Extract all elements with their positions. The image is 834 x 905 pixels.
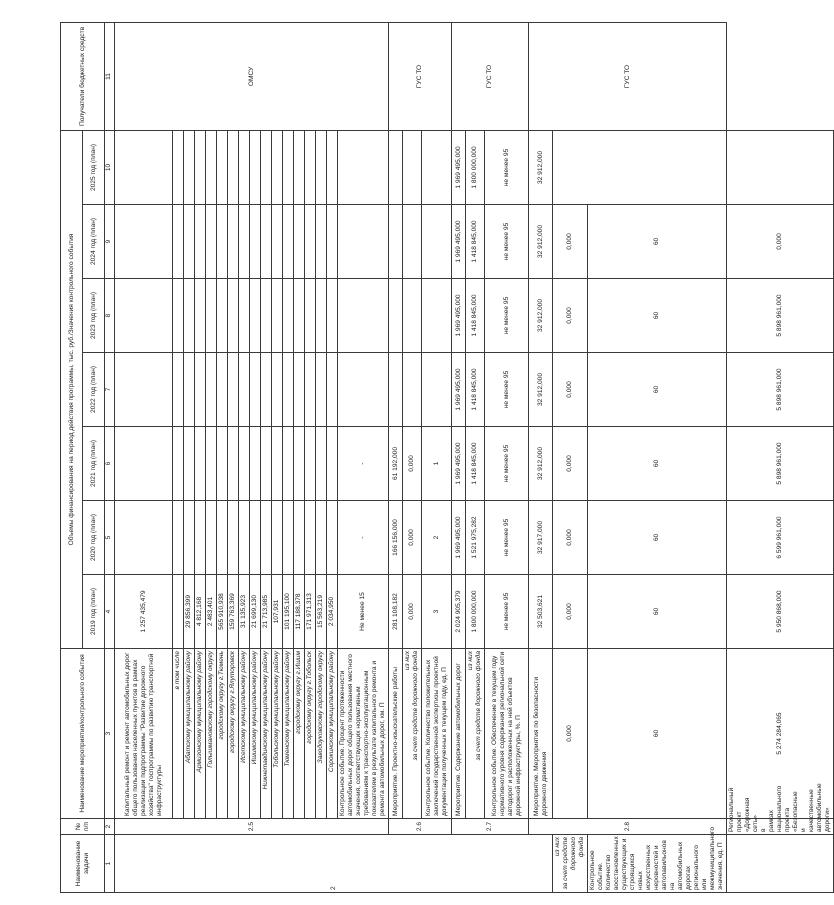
control-event-2-7: Контрольное событие. Обеспечение в текущем году нормативного уровня содержания региональной сети автодорог и расположенных на ней объектов дорожной инфраструктуры, %. П: [485, 649, 529, 819]
fund-2-7: 1 521 975,282: [466, 501, 485, 575]
road-fund-label: за счет средств дорожного фонда: [412, 651, 419, 761]
value-2-7: 1 969 495,000: [452, 205, 466, 279]
ce-2-7: не менее 95: [485, 575, 529, 649]
col-number: 9: [105, 205, 115, 279]
ce-2-6: 1: [422, 427, 452, 501]
value-2-8: 32 912,000: [529, 427, 553, 501]
control-event-2-6: Контрольное событие. Количество положительных заключений государственной экспертизы проектной документации полученных в текущем году, ед. П: [422, 649, 452, 819]
rp-value: 5 898 961,000: [727, 353, 834, 427]
district-name: Голышмановскому городскому округу: [206, 649, 217, 819]
row-num-2-5: 2.5: [115, 819, 389, 835]
district-value: 2 034,950: [327, 575, 338, 649]
event-2-6-name: Мероприятие. Проектно-изыскательские работы: [389, 649, 403, 819]
of-them-label: из них: [554, 837, 561, 857]
fund-2-7: 1 800 000,000: [466, 130, 485, 204]
district-name: Ишимскому муниципальному району: [250, 649, 261, 819]
rp-value: 6 599 961,000: [727, 501, 834, 575]
header-year-2023: 2023 год (план): [83, 279, 105, 353]
fund-2-8: 0,000: [553, 501, 588, 575]
header-task-name: Наименование задачи: [61, 835, 105, 893]
col-number: 2: [105, 819, 115, 835]
value-2-7: 1 969 495,000: [452, 353, 466, 427]
col-number: 1: [105, 835, 115, 893]
ce-2-6: 3: [422, 575, 452, 649]
value-2-6: 166 156,000: [389, 501, 403, 575]
district-value: 2 483,401: [206, 575, 217, 649]
district-name: городскому округу г.Ялуторовск: [228, 649, 239, 819]
ce-2-8: 60: [588, 501, 727, 575]
task-cell: 2: [115, 835, 553, 893]
rp-value: 5 898 961,000: [727, 427, 834, 501]
header-year-2020: 2020 год (план): [83, 501, 105, 575]
col-number: 7: [105, 353, 115, 427]
value-2-7: 1 969 495,000: [452, 279, 466, 353]
fund-2-6: 0,000: [403, 501, 422, 575]
fund-2-7: 1 418 845,000: [466, 279, 485, 353]
rp-value: 5 274 284,065: [727, 649, 834, 819]
col-number: 5: [105, 501, 115, 575]
header-year-2021: 2021 год (план): [83, 427, 105, 501]
header-year-2022: 2022 год (план): [83, 353, 105, 427]
fund-2-8: 0,000: [553, 427, 588, 501]
district-value: 21 713,985: [261, 575, 272, 649]
rp-value: 0,000: [727, 205, 834, 279]
row-num-2-8: 2.8: [529, 819, 727, 835]
district-name: Абатскому муниципальному району: [184, 649, 195, 819]
col-number: 4: [105, 575, 115, 649]
regional-project-name: Региональный проект «Дорожная сеть» в рамках национального проекта «Безопасные и качественные автомобильные дороги»: [727, 819, 834, 835]
header-recipients: Получатели бюджетных средств: [61, 22, 105, 130]
event-2-7-name: Мероприятие. Содержание автомобильных дорог: [452, 649, 466, 819]
ce-2-8: 60: [588, 353, 727, 427]
fund-2-6: 0,000: [403, 575, 422, 649]
fund-2-8: 0,000: [553, 649, 588, 819]
of-them-label: из них: [404, 651, 411, 671]
road-fund-label: за счет средств дорожного фонда: [562, 837, 585, 890]
recipient-omsu: ОМСУ: [115, 22, 389, 130]
district-name: городскому округу г.Тюмень: [217, 649, 228, 819]
value-2-7: 1 969 495,000: [452, 501, 466, 575]
district-name: Тобольскому муниципальному району: [272, 649, 283, 819]
rp-value: 5 950 868,000: [727, 575, 834, 649]
value-2-8: 32 912,000: [529, 279, 553, 353]
ce-2-7: не менее 95: [485, 130, 529, 204]
row-num-2-7: 2.7: [452, 819, 529, 835]
fund-2-8: 0,000: [553, 353, 588, 427]
value-2-8: 32 912,000: [529, 130, 553, 204]
value-2-6: 61 192,000: [389, 427, 403, 501]
district-value: 21 699,130: [250, 575, 261, 649]
fund-2-7: 1 418 845,000: [466, 205, 485, 279]
fund-2-7: 1 800 000,000: [466, 575, 485, 649]
event-2-8-name: Мероприятие. Мероприятия по безопасности дорожного движения: [529, 649, 553, 819]
header-financing: Объемы финансирования на период действия программы, тыс. руб./Значения контрольного события: [61, 130, 83, 648]
rp-value: 5 898 961,000: [727, 279, 834, 353]
district-name: Армизонскому муниципальному району: [195, 649, 206, 819]
district-value: 117 188,378: [294, 575, 305, 649]
ce-2-6: 2: [422, 501, 452, 575]
value-2-7: 1 969 495,000: [452, 130, 466, 204]
district-name: Исетскому муниципальному району: [239, 649, 250, 819]
event-2-5-2019: 1 257 435,479: [115, 575, 173, 649]
fund-2-8: 0,000: [553, 575, 588, 649]
header-year-2024: 2024 год (план): [83, 205, 105, 279]
ce-2-8: 60: [588, 575, 727, 649]
budget-table: [60, 22, 834, 893]
col-number: 6: [105, 427, 115, 501]
ce-2-7: не менее 95: [485, 205, 529, 279]
header-num: № п/п: [61, 819, 105, 835]
fund-2-7: 1 418 845,000: [466, 353, 485, 427]
ce-2-7: не менее 95: [485, 501, 529, 575]
ce-2-8: 60: [588, 649, 727, 819]
row-num-2-6: 2.6: [389, 819, 452, 835]
header-event-name: Наименование мероприятия/контрольного события: [61, 649, 105, 819]
district-value: 101 195,100: [283, 575, 294, 649]
col-number: 3: [105, 649, 115, 819]
ce-2-8: 60: [588, 205, 727, 279]
district-value: 29 856,399: [184, 575, 195, 649]
ce-2-8: 60: [588, 427, 727, 501]
district-value: 171 971,313: [305, 575, 316, 649]
district-value: 31 135,923: [239, 575, 250, 649]
ce-2-7: не менее 95: [485, 279, 529, 353]
district-name: Сорокинскому муниципальному району: [327, 649, 338, 819]
ce-2-8: 60: [588, 279, 727, 353]
value-2-8: 32 912,000: [529, 353, 553, 427]
header-year-2019: 2019 год (план): [83, 575, 105, 649]
district-value: 15 563,219: [316, 575, 327, 649]
fund-2-8: 0,000: [553, 279, 588, 353]
district-name: Заводоуковскому городскому округу: [316, 649, 327, 819]
col-number: 10: [105, 130, 115, 204]
district-name: городскому округу г.Ишим: [294, 649, 305, 819]
fund-2-8: 0,000: [553, 205, 588, 279]
recipient-2-6: ГУС ТО: [389, 22, 452, 130]
col-number: 8: [105, 279, 115, 353]
value-2-7: 2 024 905,379: [452, 575, 466, 649]
district-value: 4 812,168: [195, 575, 206, 649]
event-2-5-name: Капитальный ремонт и ремонт автомобильных дорог общего пользования населенных пунктов в рамках реализации подпрограммы "Развитие дорожного хозяйства" госпрограммы по развитию транспортной инфраструктуры: [115, 649, 173, 819]
ce-2-5-2020: -: [338, 501, 389, 575]
district-value: 107,931: [272, 575, 283, 649]
rotated-table-sheet: [60, 23, 831, 893]
ce-2-7: не менее 95: [485, 353, 529, 427]
value-2-8: 32 912,000: [529, 205, 553, 279]
fund-2-7: 1 418 845,000: [466, 427, 485, 501]
district-name: городскому округу г.Тобольск: [305, 649, 316, 819]
ce-2-5-2021: -: [338, 427, 389, 501]
road-fund-label: за счет средств дорожного фонда: [475, 651, 482, 761]
district-name: Тюменскому муниципальному району: [283, 649, 294, 819]
ce-2-7: не менее 95: [485, 427, 529, 501]
recipient-2-8: ГУС ТО: [529, 22, 727, 130]
value-2-6: 281 108,182: [389, 575, 403, 649]
district-value: 159 763,369: [228, 575, 239, 649]
value-2-8: 32 503,621: [529, 575, 553, 649]
fund-2-6: 0,000: [403, 427, 422, 501]
header-year-2025: 2025 год (план): [83, 130, 105, 204]
incl-label: в том числе: [173, 649, 184, 819]
control-event-2-5: Контрольное событие. Процент протяженности автомобильных дорог общего пользования местного значения, соответствующих нормативным требованиям к транспортно-эксплуатационным показателям в результате капитального ремонта и ремонта автомобильных дорог, км. П: [338, 649, 389, 819]
value-2-8: 32 917,000: [529, 501, 553, 575]
of-them-label: из них: [467, 651, 474, 671]
value-2-7: 1 969 495,000: [452, 427, 466, 501]
col-number: 11: [105, 22, 115, 130]
control-event-2-8: Контрольное событие. Количество восстановленных существующих и строящихся новых искусственных неровностей и автопавильонов на автомобильных дорогах регионального или межмуниципального значения, ед. П: [588, 835, 727, 893]
district-name: Нижнетавдинскому муниципальному району: [261, 649, 272, 819]
recipient-2-7: ГУС ТО: [452, 22, 529, 130]
district-value: 565 910,938: [217, 575, 228, 649]
ce-2-5-2019: Не менее 15: [338, 575, 389, 649]
